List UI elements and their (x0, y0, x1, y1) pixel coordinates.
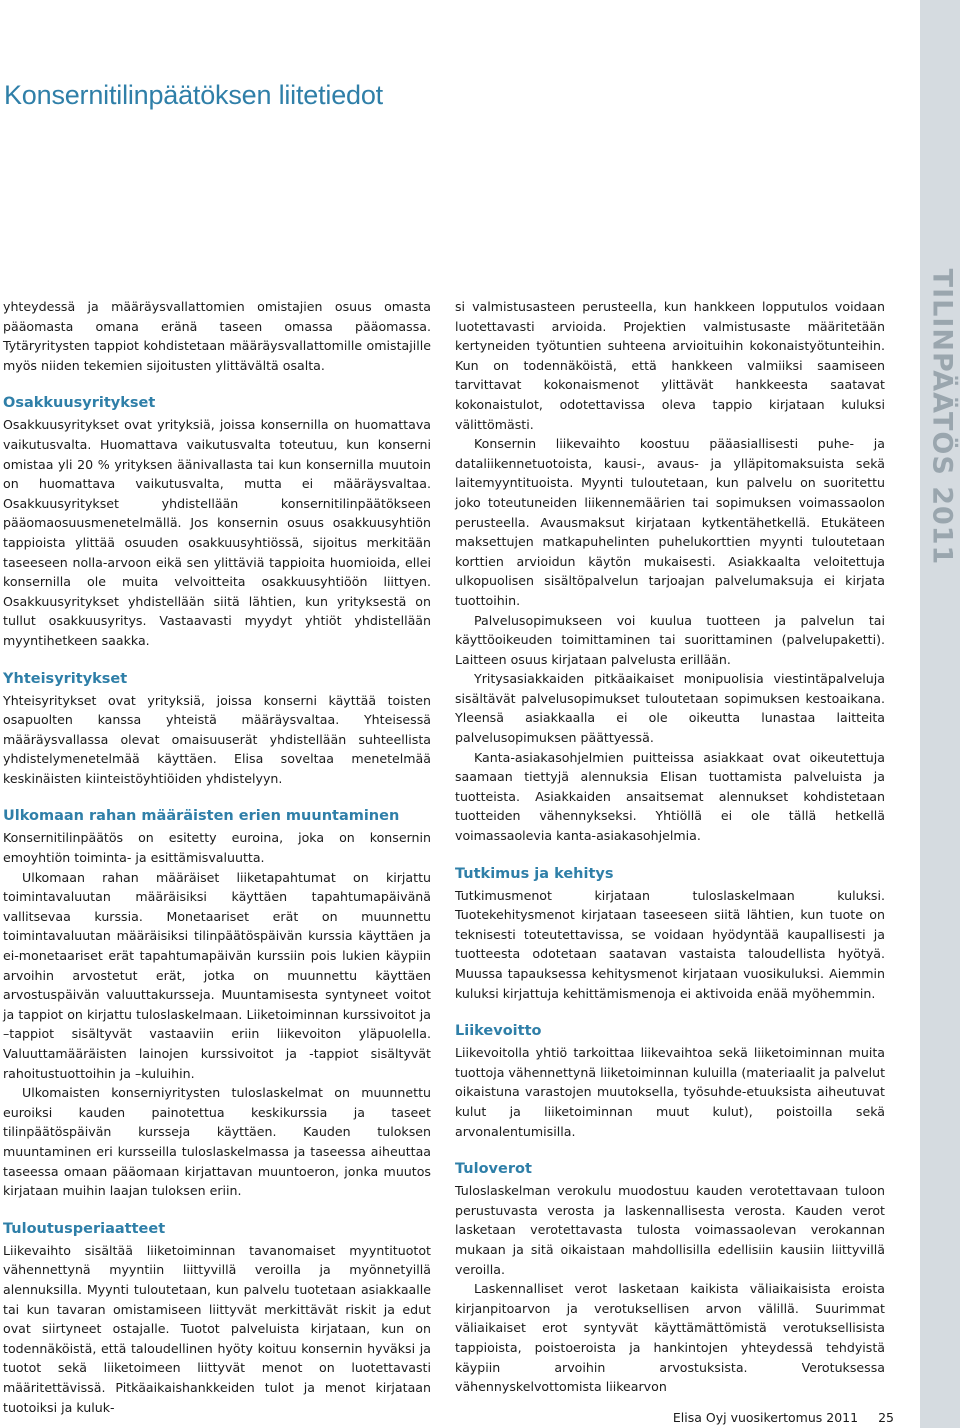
body-paragraph: Tutkimusmenot kirjataan tuloslaskelmaan kuluksi. Tuotekehitysmenot kirjataan taseeseen siitä lähtien, kun tuote on teknisesti toteutettavissa, se voidaan hyödyntää kaupallisesti ja tuotteesta odotetaan saatavan vastaista taloudellista hyötyä. Muussa tapauksessa kehitysmenot kirjataan vuosikuluksi. Aiemmin kuluksi kirjattuja kehittämismenoja ei aktivoida enää myöhemmin. (455, 887, 885, 1001)
body-paragraph: Yritysasiakkaiden pitkäaikaiset monipuolisia viestintäpalveluja sisältävät palvelusopimukset tuloutetaan sopimuksen kestoaikana. Yleensä asiakkaalla ei ole oikeutta lunastaa laitteita palvelusopimuksen päättyessä. (455, 671, 885, 746)
body-paragraph: Ulkomaisten konserniyritysten tuloslaskelmat on muunnettu euroiksi kauden painotettua keskikurssia ja taseet tilinpäätöspäivän kursseja käyttäen. Kauden tuloksen muuntaminen eri kursseilla tuloslaskelmassa ja taseessa aiheuttaa taseessa omaan pääomaan kirjattavan muuntoeron, jonka muutos kirjataan muihin laajan tuloksen eriin. (3, 1085, 431, 1199)
section-heading: Osakkuusyritykset (3, 395, 156, 412)
right-column (455, 297, 885, 1397)
body-paragraph: Palvelusopimukseen voi kuulua tuotteen ja palvelun tai käyttöoikeuden toimittaminen tai suorittaminen (palvelupaketti). Laitteen osuus kirjataan palvelusta erillään. (455, 612, 885, 667)
body-paragraph: Laskennalliset verot lasketaan kaikista väliaikaisista eroista kirjanpitoarvon ja verotuksellisen arvon välillä. Suurimmat väliaikaiset erot syntyvät käyttämättömistä verotuksellisista tappioista, poistoeroista ja hankintojen yhteydessä tehdyistä käypiin arvoihin arvostuksista. Verotuksessa vähennyskelvottomista liikearvon (455, 1281, 885, 1395)
body-paragraph: Osakkuusyritykset ovat yrityksiä, joissa konsernilla on huomattava vaikutusvalta. Huomattava vaikutusvalta toteutuu, kun konserni omistaa yli 20 % yrityksen äänivallasta tai kun konsernilla muutoin on huomattava vaikutusvalta, mutta ei määräysvaltaa. Osakkuusyritykset yhdistellään konsernitilinpäätökseen pääomaosuusmenetelmällä. Jos konsernin osuus osakkuusyhtiön tappioista ylittää osuuden osakkuusyhtiössä, sijoitus merkitään taseeseen nolla-arvoon eikä sen ylittäviä tappioita huomioida, ellei konsernilla ole muita velvoitteita osakkuusyhtiöön liittyen. Osakkuusyritykset yhdistellään siitä lähtien, kun yrityksestä on tullut osakkuusyritys. Vastaavasti myydyt yhtiöt yhdistellään myyntihetkeen saakka. (3, 417, 431, 648)
side-title-text: TILINPÄÄTÖS 2011 (926, 268, 958, 566)
section-heading: Yhteisyritykset (3, 670, 128, 687)
body-paragraph: yhteydessä ja määräysvallattomien omistajien osuus omasta pääomasta omana eränä taseen omassa pääomassa. Tytäryritysten tappiot kohdistetaan määräysvallattomille omistajille myös niiden tekemien sijoitusten ylittävältä osalta. (3, 299, 431, 373)
section-heading: Tuloutusperiaatteet (3, 1220, 166, 1237)
body-paragraph: Liikevaihto sisältää liiketoiminnan tavanomaiset myyntituotot vähennettynä myyntiin liittyvillä veroilla ja myönnetyillä alennuksilla. Myynti tuloutetaan, kun palvelu tuotetaan asiakkaalle tai kun tavaran omistamiseen liittyvät merkittävät riskit ja edut ovat siirtyneet ostajalle. Tuotot palveluista kirjataan, kun on todennäköistä, että taloudellinen hyöty koituu konsernin hyväksi ja tuotot sekä liiketoimeen liittyvät menot on luotettavasti määritettävissä. Pitkäaikaishankkeiden tulot ja menot kirjataan tuotoiksi ja kuluk- (3, 1242, 431, 1415)
section-heading: Liikevoitto (455, 1023, 542, 1040)
body-paragraph: Yhteisyritykset ovat yrityksiä, joissa konserni käyttää toisten osapuolten kanssa yhteistä määräysvaltaa. Yhteisessä määräysvallassa olevat omaisuuserät yhdistellään suhteellista yhdistelymenetelmää käyttäen. Elisa soveltaa menetelmää keskinäisten kiinteistöyhtiöiden yhdistelyyn. (3, 692, 431, 786)
body-paragraph: Konsernin liikevaihto koostuu pääasiallisesti puhe- ja dataliikennetuotoista, kausi-, avaus- ja ylläpitomaksuista sekä laitemyyntituoista. Myynti tuloutetaan, kun palvelu on suoritettu joko toteutuneiden liikennemäärien tai sopimuksen voimassaolon perusteella. Avausmaksut kirjataan kytkentähetkellä. Etukäteen maksettujen matkapuhelinten puhelukorttien myynti tuloutetaan korttien arvioidun käytön mukaisesti. Asiakkaalta veloitettuja ulkopuolisen sisältöpalvelun tarjoajan palvelumaksuja ei kirjata tuottoihin. (455, 436, 885, 608)
footer-publication: Elisa Oyj vuosikertomus 2011 (672, 1410, 859, 1425)
section-heading: Tuloverot (455, 1161, 532, 1178)
page-footer (673, 1410, 894, 1425)
page-title: Konsernitilinpäätöksen liitetiedot (4, 80, 383, 110)
body-paragraph: Ulkomaan rahan määräiset liiketapahtumat on kirjattu toimintavaluutan määräisiksi käyttäen tapahtumapäivänä vallitsevaa kurssia. Monetaariset erät on muunnettu toimintavaluutan määräisiksi tilinpäätöspäivän kurssia käyttäen ja ei-monetaariset erät tapahtumapäivän kurssiin pois lukien käypiin arvoihin arvostetut erät, jotka on muunnettu käyttäen arvostuspäivän valuuttakursseja. Muuntamisesta syntyneet voitot ja tappiot on kirjattu tuloslaskelmaan. Liiketoiminnan kurssivoitot ja –tappiot sisältyvät vastaaviin eriin liikevoiton yläpuolella. Valuuttamääräisten lainojen kurssivoitot ja -tappiot sisältyvät rahoitustuottoihin ja –kuluihin. (3, 869, 431, 1081)
side-section-title (922, 268, 960, 566)
section-heading: Tutkimus ja kehitys (455, 865, 614, 882)
body-paragraph: Kanta-asiakasohjelmien puitteissa asiakkaat ovat oikeutettuja saamaan tiettyjä alennuksia Elisan tuottamista palveluista ja tuotteista. Asiakkaiden ansaitsemat alennukset kohdistetaan tuotteiden vähennykseksi. Yhtiöllä ei ole tällä hetkellä voimassaolevia kanta-asiakasohjelmia. (455, 749, 885, 844)
section-heading: Ulkomaan rahan määräisten erien muuntaminen (3, 808, 400, 825)
body-paragraph: Liikevoitolla yhtiö tarkoittaa liikevaihtoa sekä liiketoiminnan muita tuottoja vähennettynä liiketoiminnan kuluilla (materiaalit ja palvelut oikaistuna varastojen muutoksella, työsuhde-etuuksista aiheutuvat kulut ja liiketoiminnan muut kulut), poistoilla sekä arvonalentumisilla. (455, 1045, 886, 1139)
body-paragraph: si valmistusasteen perusteella, kun hankkeen lopputulos voidaan luotettavasti arvioida. Projektien valmistusaste määritetään kertyneiden työtuntien suhteena arvioituihin kokonaistyötunteihin. Kun on todennäköistä, että hankkeen valmiiksi saamiseen tarvittavat kokonaismenot ylittävät hankkeesta saatavat kokonaistulot, odotettavissa oleva tappio kirjataan kuluksi välittömästi. (455, 299, 885, 432)
body-paragraph: Tuloslaskelman verokulu muodostuu kauden verotettavaan tuloon perustuvasta verosta ja laskennallisesta verosta. Kauden verot lasketaan verotettavasta tulosta voimassaolevan verokannan mukaan ja sitä oikaistaan mahdollisilla edellisiin kausiin liittyvillä veroilla. (455, 1183, 885, 1277)
body-paragraph: Konsernitilinpäätös on esitetty euroina, joka on konsernin emoyhtiön toiminta- ja esittämisvaluutta. (3, 830, 431, 866)
left-column (3, 297, 431, 1417)
page-number: 25 (878, 1410, 894, 1425)
side-band (920, 0, 960, 1428)
